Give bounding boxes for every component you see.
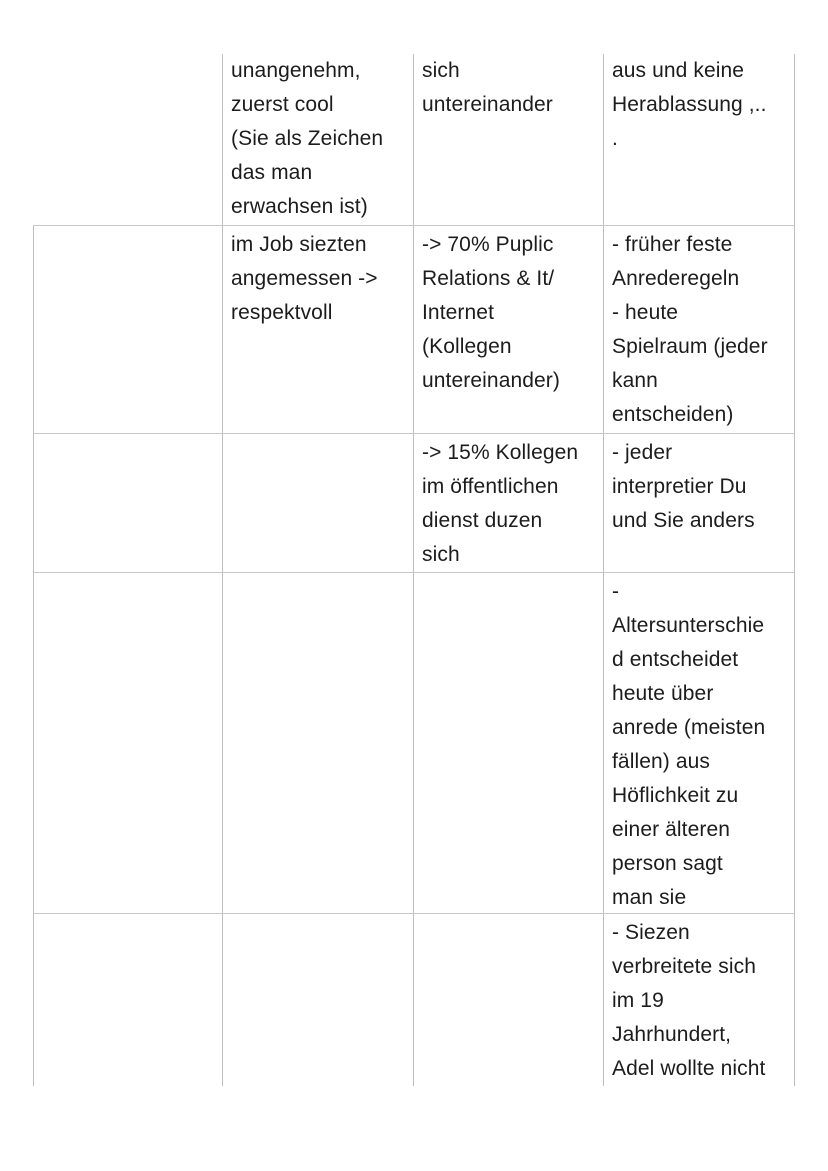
table-cell-r3-c3: -> 15% Kollegen im öffentlichen dienst duzen sich xyxy=(422,441,579,566)
table-cell-r2-c2: im Job siezten angemessen -> respektvoll xyxy=(231,233,378,324)
table-column-divider-3 xyxy=(603,54,604,1086)
row-divider-3 xyxy=(33,572,795,573)
table-cell-r1-c2: unangenehm, zuerst cool (Sie als Zeichen das man erwachsen ist) xyxy=(231,59,384,218)
table-left-border xyxy=(33,226,34,1086)
table-column-divider-2 xyxy=(413,54,414,1086)
table-cell-r1-c3: sich untereinander xyxy=(422,59,553,116)
table-cell-r5-c4: - Siezen verbreitete sich im 19 Jahrhundert, Adel wollte nicht xyxy=(612,921,766,1080)
row-divider-2 xyxy=(33,433,795,434)
table-right-border xyxy=(794,54,795,1086)
table-cell-r2-c3: -> 70% Puplic Relations & It/ Internet (Kollegen untereinander) xyxy=(422,233,560,392)
row-divider-1 xyxy=(33,225,795,226)
table-cell-r4-c4: - Altersunterschie d entscheidet heute über anrede (meisten fällen) aus Höflichkeit zu einer älteren person sagt man sie xyxy=(612,580,766,909)
table-cell-r3-c4: - jeder interpretier Du und Sie anders xyxy=(612,441,755,532)
table-cell-r2-c4: - früher feste Anrederegeln - heute Spielraum (jeder kann entscheiden) xyxy=(612,233,768,426)
table-cell-r1-c4: aus und keine Herablassung ,.. . xyxy=(612,59,767,150)
table-column-divider-1 xyxy=(222,54,223,1086)
